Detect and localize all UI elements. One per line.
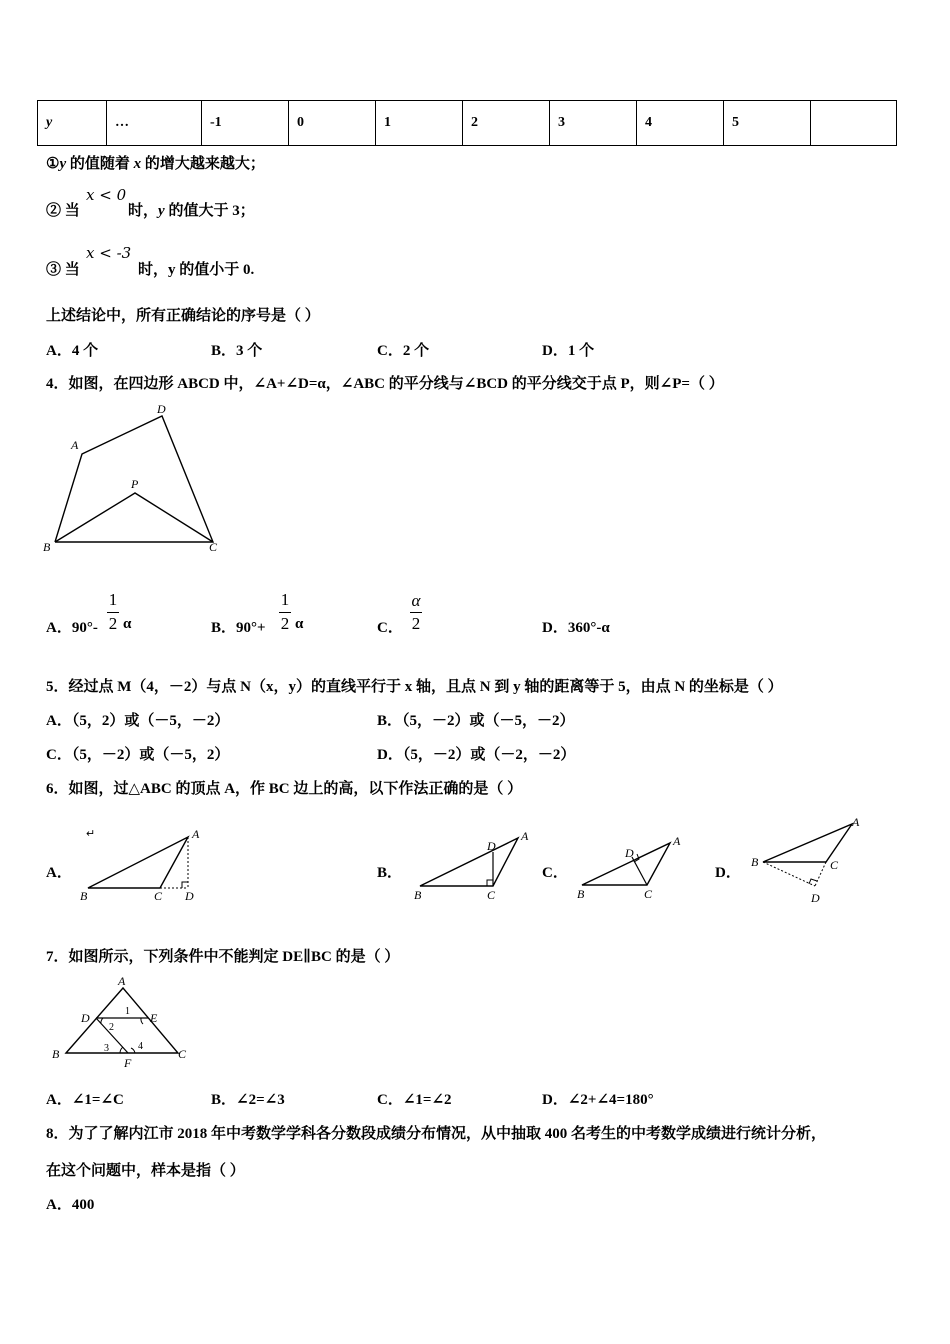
label-a: A bbox=[852, 815, 860, 829]
fraction-bar bbox=[279, 612, 291, 613]
table-cell: y bbox=[38, 101, 107, 146]
table-cell: -1 bbox=[202, 101, 289, 146]
statement-2-text: 时，y 的值大于 3； bbox=[128, 203, 255, 219]
label-b: B bbox=[414, 888, 422, 902]
label-d: D bbox=[811, 891, 820, 905]
value-table bbox=[37, 100, 897, 146]
label-b: B bbox=[43, 540, 51, 554]
label-c: C bbox=[487, 888, 496, 902]
fraction-numerator: 1 bbox=[280, 590, 290, 609]
fraction-bar bbox=[107, 612, 119, 613]
alpha-symbol: α bbox=[295, 616, 304, 632]
label-c: C bbox=[644, 887, 653, 901]
statement-3: ③ 当 bbox=[46, 262, 80, 278]
q8-question-line1: 8．为了了解内江市 2018 年中考数学学科各分数段成绩分布情况，从中抽取 400 名考生的中考数学成绩进行统计分析， bbox=[46, 1126, 827, 1142]
triangle-figure-c bbox=[572, 830, 697, 905]
label-c: C bbox=[178, 1047, 187, 1061]
angle-label-3: 3 bbox=[104, 1043, 109, 1054]
q7-option-a[interactable]: A．∠1=∠C bbox=[46, 1092, 124, 1108]
statement-2: ② 当 bbox=[46, 203, 80, 219]
label-a: A bbox=[118, 974, 126, 988]
label-a: A bbox=[521, 829, 529, 843]
q7-option-d[interactable]: D．∠2+∠4=180° bbox=[542, 1092, 654, 1108]
alpha-symbol: α bbox=[123, 616, 132, 632]
q3-option-b[interactable]: B．3 个 bbox=[211, 343, 263, 359]
q8-option-a[interactable]: A．400 bbox=[46, 1197, 95, 1213]
fraction-numerator: 1 bbox=[108, 590, 118, 609]
statement-3-text: 时，y 的值小于 0. bbox=[138, 262, 255, 278]
q4-question: 4．如图，在四边形 ABCD 中，∠A+∠D=α，∠ABC 的平分线与∠BCD 的平分线交于点 P，则∠P=（ ） bbox=[46, 376, 724, 392]
table-cell: 3 bbox=[550, 101, 637, 146]
statement-1: ①y 的值随着 x 的增大越来越大； bbox=[46, 156, 265, 172]
q3-option-a[interactable]: A．4 个 bbox=[46, 343, 99, 359]
label-f: F bbox=[124, 1056, 132, 1070]
label-p: P bbox=[131, 477, 139, 491]
table-cell: 0 bbox=[289, 101, 376, 146]
label-a: A bbox=[673, 834, 681, 848]
label-c: C bbox=[830, 858, 839, 872]
label-d: D bbox=[487, 839, 496, 853]
label-e: E bbox=[150, 1011, 158, 1025]
label-d: D bbox=[185, 889, 194, 903]
label-d: D bbox=[625, 846, 634, 860]
label-d: D bbox=[81, 1011, 90, 1025]
table-cell bbox=[811, 101, 897, 146]
label-a: A bbox=[192, 827, 200, 841]
q6-option-c[interactable]: C． bbox=[542, 865, 568, 881]
table-cell: … bbox=[107, 101, 202, 146]
q5-option-a[interactable]: A．（5，2）或（－5，－2） bbox=[46, 713, 230, 729]
q7-option-c[interactable]: C．∠1=∠2 bbox=[377, 1092, 452, 1108]
label-b: B bbox=[577, 887, 585, 901]
q5-question: 5．经过点 M（4，－2）与点 N（x，y）的直线平行于 x 轴，且点 N 到 y 轴的距离等于 5，由点 N 的坐标是（ ） bbox=[46, 679, 783, 695]
q4-option-a[interactable]: A．90°- bbox=[46, 620, 98, 636]
fraction-denominator: 2 bbox=[411, 614, 421, 633]
label-b: B bbox=[80, 889, 88, 903]
label-d: D bbox=[157, 402, 166, 416]
inequality-x-lt-0: x < 0 bbox=[86, 186, 127, 204]
label-b: B bbox=[751, 855, 759, 869]
triangle-figure-b bbox=[410, 826, 535, 906]
label-c: C bbox=[154, 889, 163, 903]
angle-label-1: 1 bbox=[125, 1006, 130, 1017]
table-cell: 5 bbox=[724, 101, 811, 146]
label-a: A bbox=[71, 438, 79, 452]
q6-option-b[interactable]: B． bbox=[377, 865, 403, 881]
q8-question-line2: 在这个问题中，样本是指（ ） bbox=[46, 1163, 245, 1179]
fraction-denominator: 2 bbox=[280, 614, 290, 633]
table-cell: 1 bbox=[376, 101, 463, 146]
q5-option-b[interactable]: B．（5，－2）或（－5，－2） bbox=[377, 713, 575, 729]
triangle-figure-d bbox=[748, 814, 873, 909]
q7-question: 7．如图所示，下列条件中不能判定 DE∥BC 的是（ ） bbox=[46, 949, 400, 965]
q3-option-d[interactable]: D．1 个 bbox=[542, 343, 595, 359]
table-cell: 4 bbox=[637, 101, 724, 146]
return-mark: ↵ bbox=[86, 828, 96, 840]
q6-option-d[interactable]: D． bbox=[715, 865, 741, 881]
q7-option-b[interactable]: B．∠2=∠3 bbox=[211, 1092, 285, 1108]
q4-option-b[interactable]: B．90°+ bbox=[211, 620, 266, 636]
q3-option-c[interactable]: C．2 个 bbox=[377, 343, 430, 359]
q4-option-c[interactable]: C． bbox=[377, 620, 403, 636]
fraction-bar bbox=[410, 612, 422, 613]
q6-question: 6．如图，过△ABC 的顶点 A，作 BC 边上的高，以下作法正确的是（ ） bbox=[46, 781, 523, 797]
triangle-figure-a bbox=[78, 822, 218, 907]
q3-question: 上述结论中，所有正确结论的序号是（ ） bbox=[46, 308, 320, 324]
q5-option-c[interactable]: C．（5，－2）或（－5，2） bbox=[46, 747, 230, 763]
fraction-numerator: α bbox=[411, 591, 421, 610]
q6-option-a[interactable]: A． bbox=[46, 865, 72, 881]
q4-option-d[interactable]: D．360°-α bbox=[542, 620, 610, 636]
parallel-lines-figure bbox=[46, 972, 196, 1072]
angle-label-4: 4 bbox=[138, 1041, 143, 1052]
label-b: B bbox=[52, 1047, 60, 1061]
angle-label-2: 2 bbox=[109, 1022, 114, 1033]
fraction-denominator: 2 bbox=[108, 614, 118, 633]
table-row bbox=[38, 101, 897, 146]
q5-option-d[interactable]: D．（5，－2）或（－2，－2） bbox=[377, 747, 576, 763]
quadrilateral-figure bbox=[40, 398, 230, 558]
label-c: C bbox=[209, 540, 218, 554]
inequality-x-lt-neg3: x < -3 bbox=[86, 244, 132, 262]
table-cell: 2 bbox=[463, 101, 550, 146]
